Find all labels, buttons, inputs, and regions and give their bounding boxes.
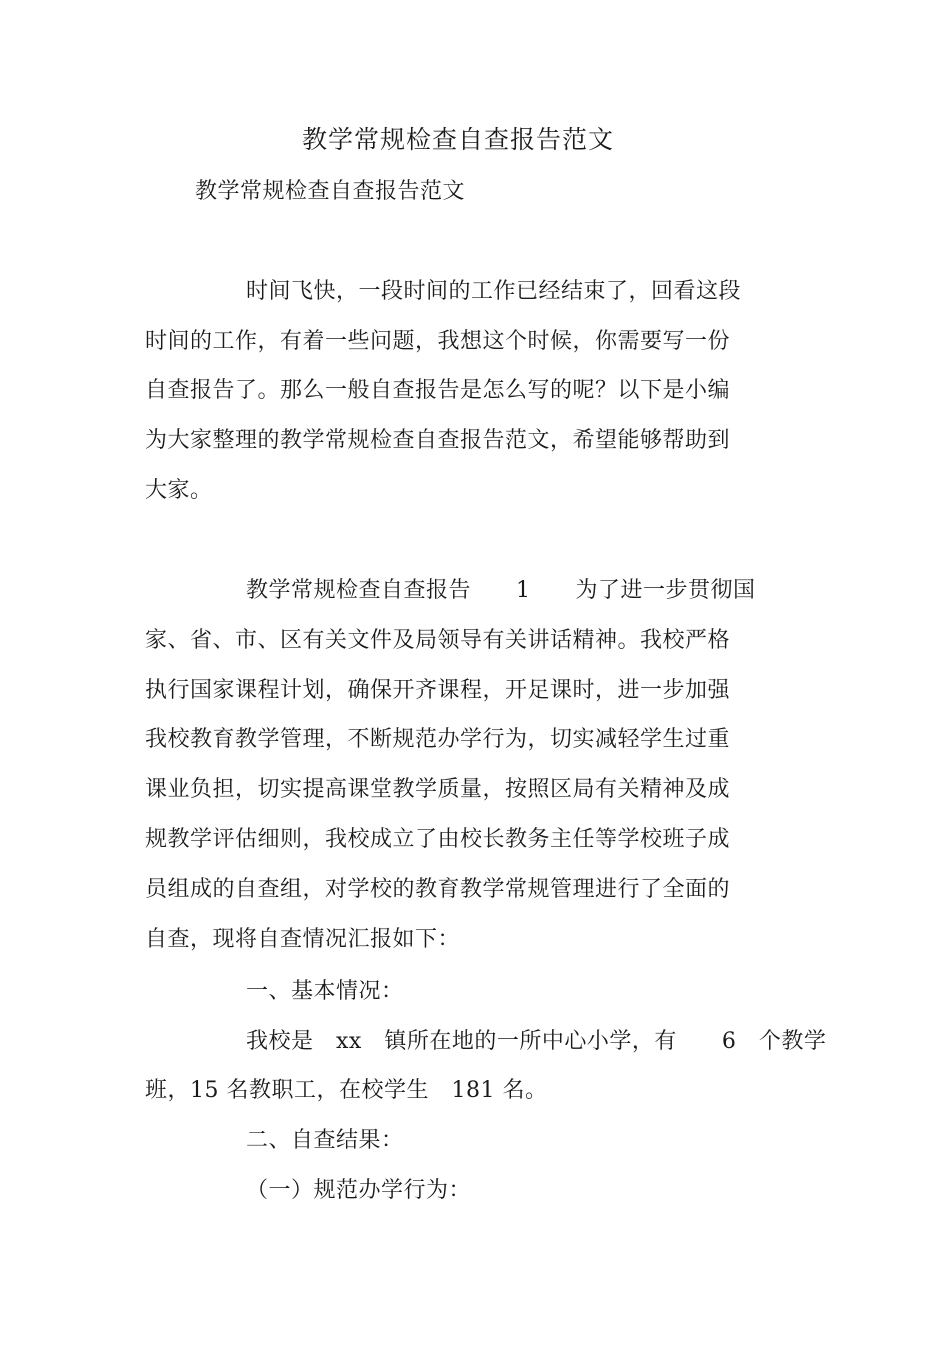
document-subtitle: 教学常规检查自查报告范文: [195, 179, 466, 204]
intro-line: 大家。: [145, 478, 213, 503]
basic-info-line: 班，15 名教职工，在校学生 181 名。: [145, 1078, 548, 1103]
subsection-heading: （一）规范办学行为：: [246, 1178, 472, 1203]
intro-line: 时间的工作，有着一些问题，我想这个时候，你需要写一份: [145, 329, 731, 354]
report-line: 教学常规检查自查报告 1 为了进一步贯彻国: [246, 578, 756, 603]
intro-line: 自查报告了。那么一般自查报告是怎么写的呢？以下是小编: [145, 378, 731, 403]
report-line: 执行国家课程计划，确保开齐课程，开足课时，进一步加强: [145, 678, 731, 703]
section-heading-basic: 一、基本情况：: [246, 979, 404, 1004]
report-line: 我校教育教学管理，不断规范办学行为，切实减轻学生过重: [145, 727, 731, 752]
report-line: 家、省、市、区有关文件及局领导有关讲话精神。我校严格: [145, 628, 731, 653]
report-line: 课业负担，切实提高课堂教学质量，按照区局有关精神及成: [145, 777, 731, 802]
report-line: 员组成的自查组，对学校的教育教学常规管理进行了全面的: [145, 877, 731, 902]
basic-info-line: 我校是 xx 镇所在地的一所中心小学，有 6 个教学: [246, 1029, 827, 1054]
report-line: 规教学评估细则，我校成立了由校长教务主任等学校班子成: [145, 827, 731, 852]
report-line: 自查，现将自查情况汇报如下：: [145, 927, 461, 952]
intro-line: 时间飞快，一段时间的工作已经结束了，回看这段: [246, 279, 742, 304]
document-title: 教学常规检查自查报告范文: [302, 125, 615, 154]
section-heading-results: 二、自查结果：: [246, 1128, 404, 1153]
intro-line: 为大家整理的教学常规检查自查报告范文，希望能够帮助到: [145, 428, 731, 453]
